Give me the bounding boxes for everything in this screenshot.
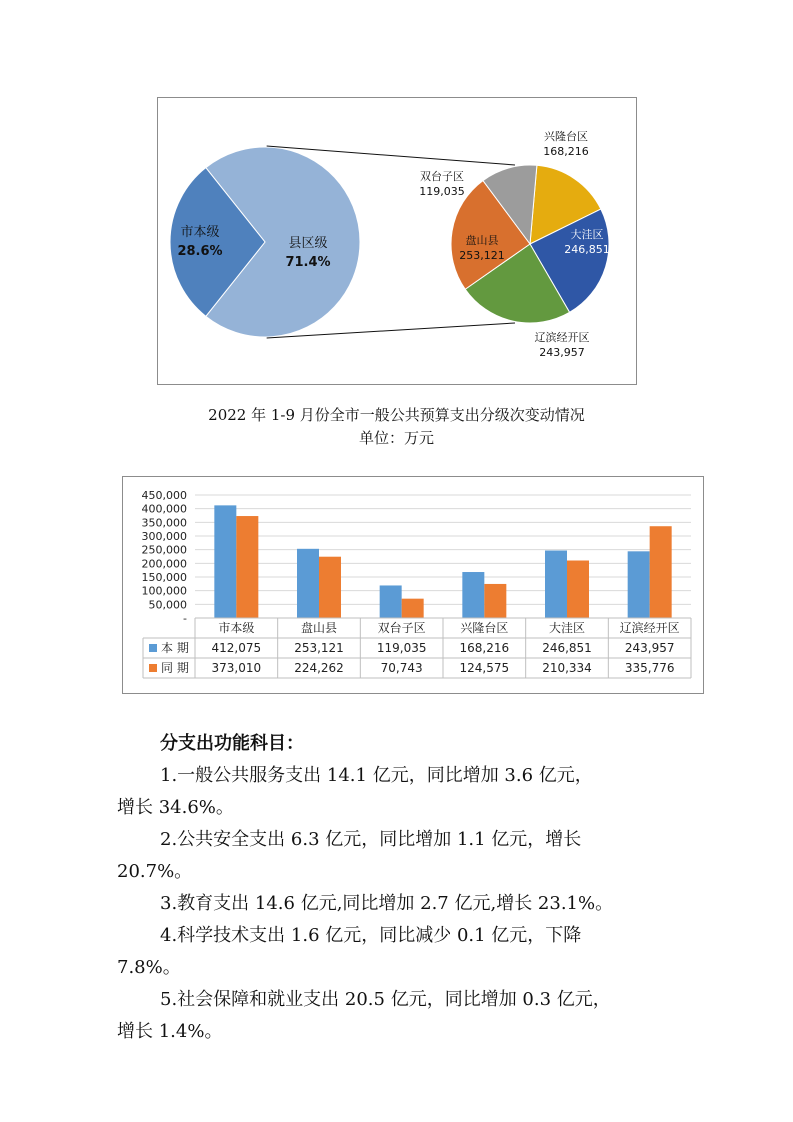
y-tick-label: 400,000 xyxy=(141,502,187,516)
body-line-9: 增长 1.4%。 xyxy=(117,1021,223,1042)
table-cell-value: 70,743 xyxy=(380,661,423,675)
chart-caption-title: 2022 年 1-9 月份全市一般公共预算支出分级次变动情况 xyxy=(208,406,585,424)
body-line-5: 3.教育支出 14.6 亿元,同比增加 2.7 亿元,增长 23.1%。 xyxy=(160,893,614,914)
breakdown-label-2: 辽滨经开区 xyxy=(534,331,590,344)
x-category-label: 市本级 xyxy=(218,621,255,635)
bar-prior-5 xyxy=(650,526,672,618)
breakdown-value-1: 246,851 xyxy=(564,243,610,256)
breakdown-value-3: 253,121 xyxy=(459,249,505,262)
breakdown-value-4: 119,035 xyxy=(419,185,465,198)
bar-current-0 xyxy=(214,505,236,618)
breakdown-label-0: 兴隆台区 xyxy=(544,130,588,143)
pie-of-pie-chart xyxy=(157,97,637,385)
body-line-3: 2.公共安全支出 6.3 亿元，同比增加 1.1 亿元，增长 xyxy=(160,829,582,850)
body-line-2: 增长 34.6%。 xyxy=(117,797,234,818)
table-cell-value: 243,957 xyxy=(624,641,675,655)
bar-chart-svg xyxy=(123,477,705,695)
breakdown-value-0: 168,216 xyxy=(543,145,589,158)
table-cell-value: 373,010 xyxy=(211,661,262,675)
breakdown-label-1: 大洼区 xyxy=(570,228,604,241)
pie-chart-svg xyxy=(158,98,638,386)
y-tick-label: 150,000 xyxy=(141,571,187,584)
table-cell-value: 335,776 xyxy=(624,661,675,675)
breakdown-value-2: 243,957 xyxy=(539,346,585,359)
bar-current-1 xyxy=(297,549,319,618)
table-cell-value: 412,075 xyxy=(211,641,262,655)
bar-current-3 xyxy=(462,572,484,618)
pie-percent-city-level: 28.6% xyxy=(177,244,223,259)
legend-label-0: 本 期 xyxy=(161,641,189,655)
x-category-label: 双台子区 xyxy=(377,621,426,635)
y-tick-label: 50,000 xyxy=(148,598,187,612)
bar-prior-0 xyxy=(236,516,258,618)
y-tick-label: 250,000 xyxy=(141,543,187,557)
table-cell-value: 246,851 xyxy=(542,641,592,655)
body-line-4: 20.7%。 xyxy=(117,861,193,882)
bar-prior-1 xyxy=(319,557,341,618)
breakdown-label-3: 盘山县 xyxy=(465,234,499,247)
bar-current-2 xyxy=(380,585,402,618)
legend-label-1: 同 期 xyxy=(161,661,189,675)
section-heading: 分支出功能科目： xyxy=(160,733,304,754)
table-cell-value: 224,262 xyxy=(294,661,344,675)
pie-label-county-level: 县区级 xyxy=(288,236,328,251)
bar-current-5 xyxy=(628,551,650,618)
bar-chart xyxy=(122,476,704,694)
body-line-8: 5.社会保障和就业支出 20.5 亿元，同比增加 0.3 亿元， xyxy=(160,989,611,1010)
y-tick-label: - xyxy=(183,612,187,625)
y-tick-label: 300,000 xyxy=(141,530,187,543)
y-tick-label: 200,000 xyxy=(141,557,187,571)
bar-prior-4 xyxy=(567,561,589,618)
pie-percent-county-level: 71.4% xyxy=(285,255,331,270)
body-line-6: 4.科学技术支出 1.6 亿元，同比减少 0.1 亿元，下降 xyxy=(160,925,582,946)
breakdown-label-4: 双台子区 xyxy=(420,170,464,183)
chart-caption-unit: 单位：万元 xyxy=(358,429,434,447)
y-tick-label: 450,000 xyxy=(141,489,187,502)
table-cell-value: 124,575 xyxy=(459,661,510,675)
y-tick-label: 100,000 xyxy=(141,584,187,598)
pie-label-city-level: 市本级 xyxy=(180,225,220,240)
table-cell-value: 253,121 xyxy=(294,641,344,655)
table-cell-value: 119,035 xyxy=(376,641,427,655)
legend-swatch-1 xyxy=(149,664,157,672)
bar-current-4 xyxy=(545,551,567,618)
bar-prior-3 xyxy=(484,584,506,618)
body-line-1: 1.一般公共服务支出 14.1 亿元，同比增加 3.6 亿元， xyxy=(160,765,593,786)
bar-prior-2 xyxy=(402,599,424,618)
x-category-label: 盘山县 xyxy=(300,621,338,635)
y-tick-label: 350,000 xyxy=(141,516,187,530)
x-category-label: 兴隆台区 xyxy=(460,621,509,635)
x-category-label: 大洼区 xyxy=(548,621,586,635)
body-line-7: 7.8%。 xyxy=(117,957,181,978)
legend-swatch-0 xyxy=(149,644,157,652)
table-cell-value: 210,334 xyxy=(542,661,592,675)
x-category-label: 辽滨经开区 xyxy=(619,621,680,635)
table-cell-value: 168,216 xyxy=(459,641,510,655)
